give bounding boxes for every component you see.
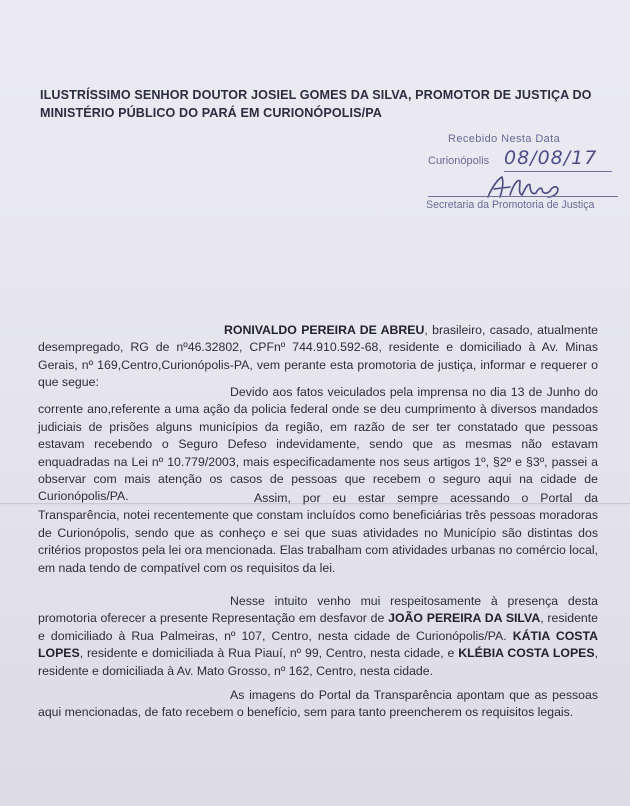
paragraph-transparency-text: Assim, por eu estar sempre acessando o Portal da Transparência, notei recentemente que constam incluídos como beneficiárias três pessoas moradoras de Curionópolis, sendo que as conheço e sei que suas atividades no Município são distintas dos critérios propostos pela lei ora mencionada. Elas trabalham com atividades urbanas no comércio local, em nada tendo de compatível com os requisitos da lei. (38, 491, 598, 575)
document-heading: ILUSTRÍSSIMO SENHOR DOUTOR JOSIEL GOMES DA SILVA, PROMOTOR DE JUSTIÇA DO MINISTÉRIO PÚBLICO DO PARÁ EM CURIONÓPOLIS/PA (40, 88, 592, 120)
representation-text-3: , residente e domiciliada à Rua Piauí, nº 99, Centro, nesta cidade, e (79, 646, 459, 661)
stamp-date-line (504, 171, 612, 172)
accused-name-2: KÁTIA COSTA LOPES (38, 628, 598, 661)
accused-name-3: KLÉBIA COSTA LOPES (458, 646, 595, 661)
representation-text-4: , residente e domiciliada à Av. Mato Grosso, nº 162, Centro, nesta cidade. (38, 646, 599, 678)
paragraph-evidence (38, 687, 598, 722)
paragraph-transparency-portal (38, 490, 598, 577)
paragraph-facts-text: Devido aos fatos veiculados pela imprensa no dia 13 de Junho do corrente ano,referente a uma ação da policia federal onde se deu cumprimento à diversos mandados judiciais de prisões alguns municípios da região, em razão de ser ter constatado que pessoas estavam recebendo o Seguro Defeso indevidamente, sendo que as mesmas não estavam enquadradas na Lei nº 10.779/2003, mais especificadamente nos seus artigos 1º, §2º e §3º, passei a observar com mais atenção os casos de pessoas que recebem o seguro aqui na cidade de Curionópolis/PA. (38, 385, 598, 504)
stamp-date: 08/08/17 (504, 147, 598, 169)
stamp-received-label: Recebido Nesta Data (448, 133, 561, 145)
representation-text-1: Nesse intuito venho mui respeitosamente à presença desta promotoria oferecer a presente Representação em desfavor de (38, 594, 598, 626)
paragraph-evidence-text: As imagens do Portal da Transparência apontam que as pessoas aqui mencionadas, de fato recebem o benefício, sem para tanto preencherem os requisitos legais. (38, 688, 598, 720)
stamp-city-label: Curionópolis (428, 155, 490, 167)
paragraph-identification (38, 322, 598, 392)
stamp-signature-line (428, 196, 618, 197)
received-stamp (424, 133, 624, 217)
petitioner-name: RONIVALDO PEREIRA DE ABREU (224, 323, 425, 337)
accused-name-1: JOÃO PEREIRA DA SILVA (388, 611, 541, 626)
paragraph-facts (38, 384, 598, 506)
petitioner-details: , brasileiro, casado, atualmente desempregado, RG de nº46.32802, CPFnº 744.910.592-68, residente e domiciliado à Av. Minas Gerais, nº 169,Centro,Curionópolis-PA, vem perante esta promotoria de justiça, informar e requerer o que segue: (38, 323, 598, 390)
stamp-office-label: Secretaria da Promotoria de Justiça (426, 199, 595, 211)
representation-text-2: , residente e domiciliado à Rua Palmeiras, nº 107, Centro, nesta cidade de Curionópolis/PA. (38, 611, 598, 643)
paragraph-representation (38, 593, 598, 680)
